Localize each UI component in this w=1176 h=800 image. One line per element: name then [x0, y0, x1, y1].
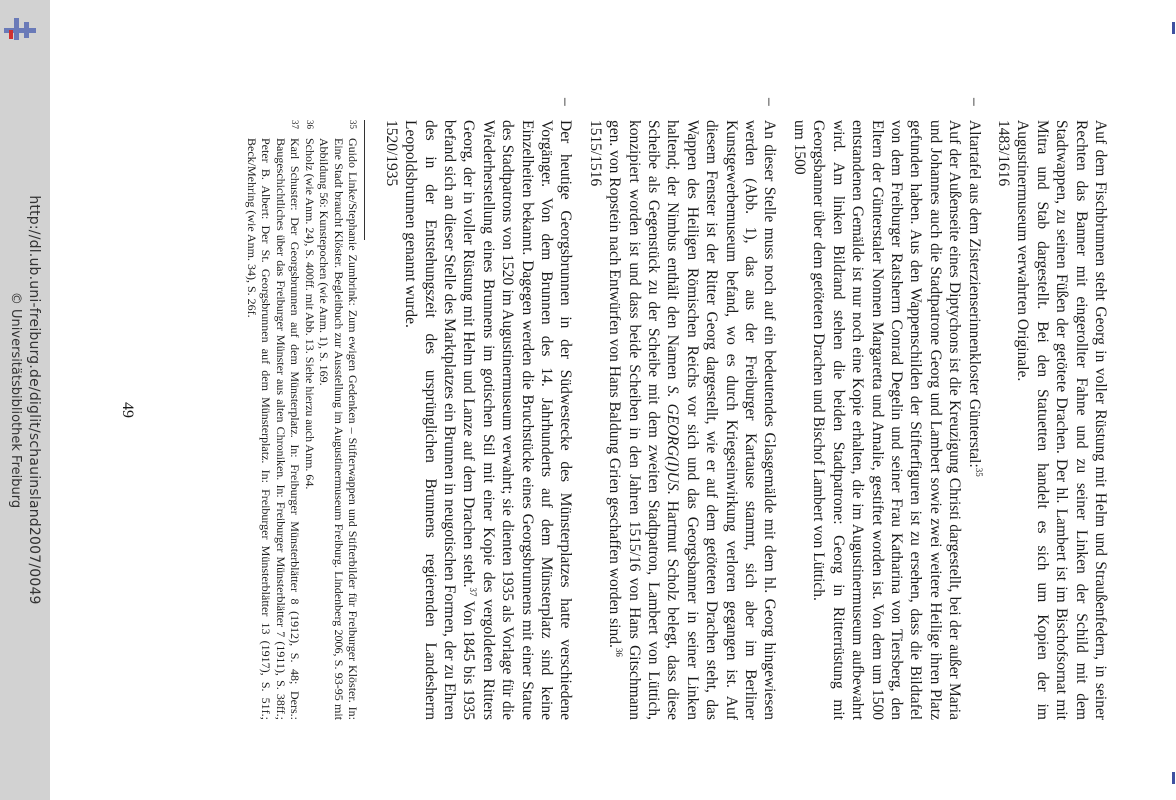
- list-item-glasgemaelde: – An dieser Stelle muss noch auf ein bedeutendes Glasgemälde mit dem hl. Georg hingewiesen werden (Abb. 1), das aus der Freiburger Kartause stammt, sich aber im Berliner Kunstgewerbemuseum befand, wo es durch Kriegseinwirkung verloren gegangen ist. Auf diesem Fenster ist der Ritter Georg dargestellt, wie er auf dem getöteten Drachen steht, das Wappen des Heiligen Römischen Reichs vor sich und das Georgsbanner in seiner Linken haltend; der Nimbus enthält den Namen S. GEORG(I)US. Hartmut Scholz belegt, dass diese Scheibe als Gegenstück zu der Scheibe mit dem zweiten Stadtpatron, Lambert von Lüttich, konzipiert worden ist und dass beide Scheiben in den Jahren 1515/16 von Hans Gitschmann gen. von Ropstein nach Entwürfen von Hans Baldung Grien geschaffen worden sind.$^{36}$ 1515/1516: [586, 98, 779, 720]
- page-number: 49: [119, 402, 137, 418]
- intro-paragraph: Auf dem Fischbrunnen steht Georg in voller Rüstung mit Helm und Straußenfedern, in seiner Rechten das Banner mit eingerollter Fahne und zu seiner Linken der Schild mit dem Stadtwappen, zu seinen Füßen der getötete Drachen. Der hl. Lambert ist im Bischofsornat mit Mitra und Stab dargestellt. Bei den Statuetten handelt es sich um Kopien der im Augustinermuseum verwahrten Originale.: [1014, 120, 1109, 720]
- scanned-page-area: [90, 40, 1150, 780]
- footnote-ref[interactable]: 35: [973, 467, 984, 477]
- copyright-notice: © Universitätsbibliothek Freiburg: [8, 291, 23, 509]
- item1-date: um 1500: [790, 120, 808, 175]
- intro-date: 1483/1616: [994, 120, 1012, 187]
- item2-date: 1515/1516: [586, 120, 604, 187]
- scroll-edge: [1168, 0, 1176, 800]
- footnote-divider: [364, 120, 365, 240]
- item2-text: An dieser Stelle muss noch auf ein bedeutendes Glasgemälde mit dem hl. Georg hingewiesen werden (Abb. 1), das aus der Freiburger Kartause stammt, sich aber im Berliner Kunstgewerbemuseum befand, wo es durch Kriegseinwirkung verloren gegangen ist. Auf diesem Fenster ist der Ritter Georg dargestellt, wie er auf dem getöteten Drachen steht, das Wappen des Heiligen Römischen Reichs vor sich und das Georgsbanner in seiner Linken haltend; der Nimbus enthält den Namen S. GEORG(I)US. Hartmut Scholz belegt, dass diese Scheibe als Gegenstück zu der Scheibe mit dem zweiten Stadtpatron, Lambert von Lüttich, konzipiert worden ist und dass beide Scheiben in den Jahren 1515/16 von Hans Gitschmann gen. von Ropstein nach Entwürfen von Hans Baldung Grien geschaffen worden sind.$^{36}$: [606, 120, 779, 720]
- edge-marker: [1172, 22, 1175, 34]
- scanned-page: [110, 60, 1130, 760]
- item1-title: Altartafel aus dem Zisterzienserinnenkloster Günterstal:$^{35}$: [965, 120, 984, 477]
- list-item-altartafel: – Altartafel aus dem Zisterzienserinnenkloster Günterstal:$^{35}$ Auf der Außenseite eines Diptychons ist die Kreuzigung Christi dargestellt, bei der außer Maria und Johannes auch die Stadtpatrone Georg und Lambert sowie zwei weitere Heilige ihren Platz gefunden haben. Aus den Wappenschilden der Stifterfiguren ist zu ersehen, dass die Bildtafel von dem Freiburger Ratsherrn Conrad Degelin und seiner Frau Katharina von Tiersberg, den Eltern der Günterstaler Nonnen Margaretta und Amalie, gestiftet worden ist. Von dem um 1500 entstandenen Gemälde ist nur noch eine Kopie erhalten, die im Augustinermuseum aufbewahrt wird. Am linken Bildrand stehen die beiden Stadtpatrone: Georg in Ritterrüstung mit Georgsbanner über dem getöteten Drachen und Bischof Lambert von Lüttich. um 1500: [790, 98, 984, 720]
- footnote: 36 Scholz (wie Anm. 24), S. 400ff. mit Abb. 13. Siehe hierzu auch Anm. 64.: [302, 120, 317, 490]
- source-url[interactable]: http://dl.ub.uni-freiburg.de/diglit/schauinsland2007/0049: [26, 195, 42, 605]
- footnote-ref[interactable]: 36: [614, 647, 625, 657]
- item1-text: Auf der Außenseite eines Diptychons ist die Kreuzigung Christi dargestellt, bei der außer Maria und Johannes auch die Stadtpatrone Georg und Lambert sowie zwei weitere Heilige ihren Platz gefunden haben. Aus den Wappenschilden der Stifterfiguren ist zu ersehen, dass die Bildtafel von dem Freiburger Ratsherrn Conrad Degelin und seiner Frau Katharina von Tiersberg, den Eltern der Günterstaler Nonnen Margaretta und Amalie, gestiftet worden ist. Von dem um 1500 entstandenen Gemälde ist nur noch eine Kopie erhalten, die im Augustinermuseum aufbewahrt wird. Am linken Bildrand stehen die beiden Stadtpatrone: Georg in Ritterrüstung mit Georgsbanner über dem getöteten Drachen und Bischof Lambert von Lüttich.: [810, 120, 964, 720]
- university-logo-icon: [0, 0, 44, 46]
- list-item-georgsbrunnen: – Der heutige Georgsbrunnen in der Südwestecke des Münsterplatzes hatte verschiedene Vorgänger. Von dem Brunnen des 14. Jahrhunderts auf dem Münsterplatz sind keine Einzelheiten bekannt. Dagegen werden die Bruchstücke eines Georgsbrunnens mit einer Statue des Stadtpatrons von 1520 im Augustinermuseum verwahrt; sie dienten 1935 als Vorlage für die Wiederherstellung eines Brunnens im gotischen Stil mit einer Kopie des vergoldeten Ritters Georg, der in voller Rüstung mit Helm und Lanze auf dem Drachen steht.$^{37}$ Von 1845 bis 1935 befand sich an dieser Stelle des Marktplatzes ein Brunnen in neugotischen Formen, der zu Ehren des in der Entstehungszeit des ursprünglichen Brunnens regierenden Landesherrn Leopoldsbrunnen genannt wurde. 1520/1935: [382, 98, 575, 720]
- footnote-ref[interactable]: 37: [468, 587, 479, 597]
- source-label: [6, 195, 44, 604]
- footnote: 35 Guido Linke/Stephanie Zumbrink: Zum ewigen Gedenken – Stifterwappen und Stifterbilder für Freiburger Klöster. In: Eine Stadt braucht Klöster. Begleitbuch zur Ausstellung im Augustinermuseum Freiburg. Lindenberg 2006, S. 93-95 mit Abbildung 56: Kunstepochen (wie Anm. 1), S. 169.: [317, 120, 361, 720]
- nimbus-name: S. GEORG(I)US: [664, 385, 682, 491]
- page-content: [244, 98, 1110, 720]
- viewer-sidebar: [0, 0, 50, 800]
- footnote: 37 Karl Schuster: Der Georgsbrunnen auf dem Münsterplatz. In: Freiburger Münsterblätter 8 (1912), S. 48; Ders.: Baugeschichtliches über das Freiburger Münster aus alten Chroniken. In: Freiburger Münsterblätter 7 (1911), S. 38ff.; Peter B. Albert: Der St. Georgsbrunnen auf dem Münsterplatz. In: Freiburger Münsterblätter 13 (1917), S. 51f.; Beck/Mehring (wie Anm. 34), S. 26f.: [244, 120, 303, 720]
- edge-marker: [1172, 772, 1175, 784]
- item3-date: 1520/1935: [382, 120, 400, 187]
- item3-text: Der heutige Georgsbrunnen in der Südwestecke des Münsterplatzes hatte verschiedene Vorgänger. Von dem Brunnen des 14. Jahrhunderts auf dem Münsterplatz sind keine Einzelheiten bekannt. Dagegen werden die Bruchstücke eines Georgsbrunnens mit einer Statue des Stadtpatrons von 1520 im Augustinermuseum verwahrt; sie dienten 1935 als Vorlage für die Wiederherstellung eines Brunnens im gotischen Stil mit einer Kopie des vergoldeten Ritters Georg, der in voller Rüstung mit Helm und Lanze auf dem Drachen steht.$^{37}$ Von 1845 bis 1935 befand sich an dieser Stelle des Marktplatzes ein Brunnen in neugotischen Formen, der zu Ehren des in der Entstehungszeit des ursprünglichen Brunnens regierenden Landesherrn Leopoldsbrunnen genannt wurde.: [402, 120, 575, 720]
